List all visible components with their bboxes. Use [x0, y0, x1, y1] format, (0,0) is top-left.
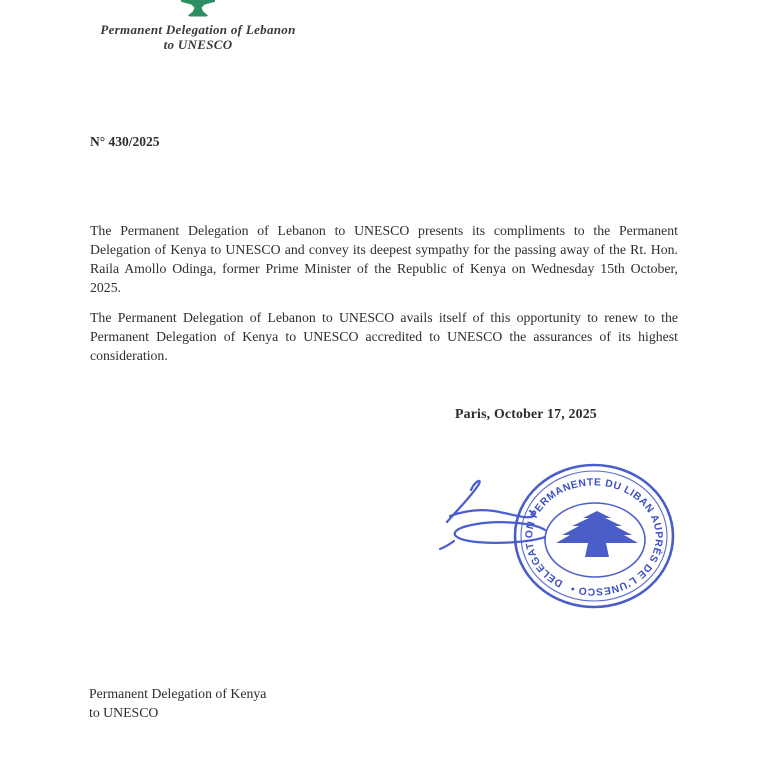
lebanon-cedar-logo-icon: [180, 0, 216, 17]
official-stamp: [425, 450, 695, 622]
stamp-cedar-emblem-icon: [556, 511, 638, 557]
reference-number: N° 430/2025: [90, 134, 160, 149]
stamp-ring-text: DELEGATION PERMANENTE DU LIBAN AUPRÈS DE L'UNESCO •: [524, 477, 664, 597]
letter-body: [90, 221, 678, 376]
dateline: Paris, October 17, 2025: [455, 406, 597, 421]
recipient-line1: Permanent Delegation of Kenya: [89, 686, 267, 701]
recipient-block: [89, 684, 266, 722]
body-paragraph-1: The Permanent Delegation of Lebanon to UNESCO presents its compliments to the Permanent Delegation of Kenya to UNESCO and convey its deepest sympathy for the passing away of the Rt. Hon. Raila Amollo Odinga, former Prime Minister of the Republic of Kenya on Wednesday 15th October, 2025.: [90, 223, 678, 295]
body-paragraph-2: The Permanent Delegation of Lebanon to UNESCO avails itself of this opportunity to renew to the Permanent Delegation of Kenya to UNESCO accredited to UNESCO the assurances of its highest consideration.: [90, 310, 678, 363]
recipient-line2: to UNESCO: [89, 705, 159, 720]
letterhead-org-line1: Permanent Delegation of Lebanon: [100, 22, 296, 37]
letterhead: [58, 0, 338, 52]
letterhead-org-line2: to UNESCO: [163, 37, 233, 52]
